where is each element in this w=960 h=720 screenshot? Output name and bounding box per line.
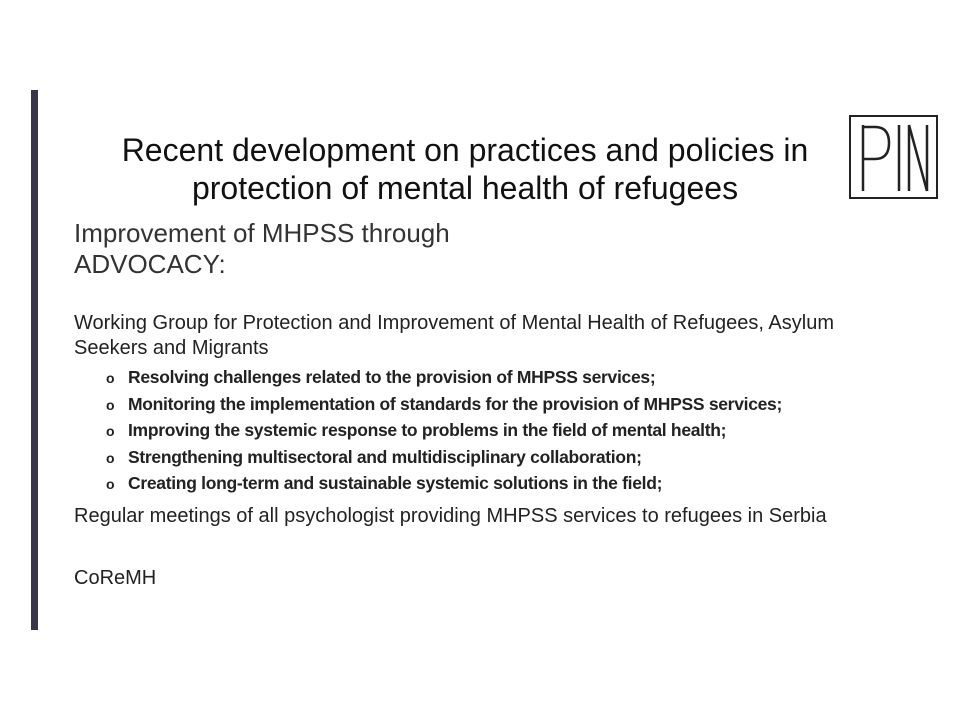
bullet-icon: o <box>106 449 115 466</box>
left-accent-bar <box>31 90 38 630</box>
bullet-icon: o <box>106 476 115 492</box>
bullet-text: Monitoring the implementation of standards for the provision of MHPSS services; <box>128 393 783 414</box>
title-line-1: Recent development on practices and policies in <box>121 132 809 168</box>
bullet-text: Resolving challenges related to the provision of MHPSS services; <box>128 367 656 387</box>
bullet-text: Improving the systemic response to problems in the field of mental health; <box>128 420 727 440</box>
bullet-list <box>104 365 904 498</box>
list-item <box>104 418 904 445</box>
working-group-heading: Working Group for Protection and Improvement of Mental Health of Refugees, Asylum Seekers and Migrants <box>74 312 834 359</box>
regular-meetings-text: Regular meetings of all psychologist providing MHPSS services to refugees in Serbia <box>74 505 827 527</box>
coremh-text: CoReMH <box>74 567 157 589</box>
subtitle <box>74 218 774 280</box>
bullet-text: Strengthening multisectoral and multidisciplinary collaboration; <box>128 446 642 467</box>
list-item <box>104 392 904 419</box>
list-item <box>104 471 904 498</box>
slide-title <box>40 131 890 207</box>
subtitle-line-2: ADVOCACY: <box>74 249 226 279</box>
list-item <box>104 445 904 472</box>
bullet-icon: o <box>106 370 115 386</box>
subtitle-line-1: Improvement of MHPSS through <box>74 218 450 248</box>
bullet-text: Creating long-term and sustainable systemic solutions in the field; <box>128 473 663 493</box>
bullet-icon: o <box>106 396 115 413</box>
list-item <box>104 365 904 392</box>
bullet-icon: o <box>106 423 115 439</box>
title-line-2: protection of mental health of refugees <box>191 170 739 206</box>
